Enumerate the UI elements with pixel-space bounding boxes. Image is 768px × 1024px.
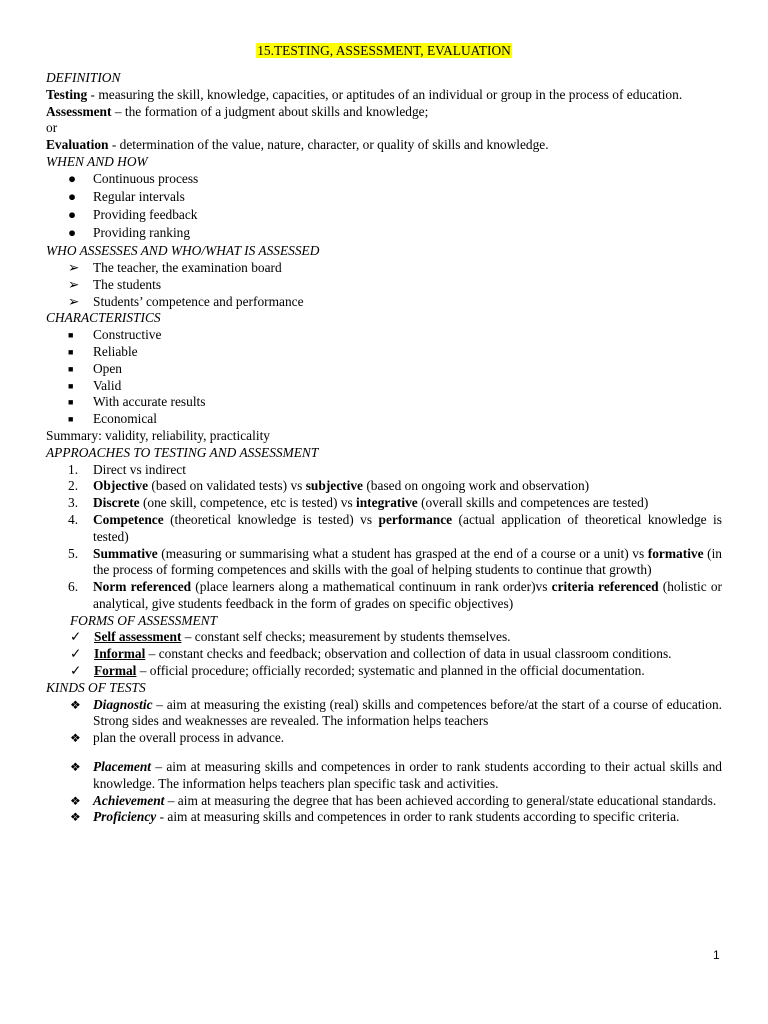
approaches-heading: APPROACHES TO TESTING AND ASSESSMENT xyxy=(46,444,319,460)
list-item: ■ Economical xyxy=(68,411,157,427)
characteristics-list xyxy=(46,327,722,428)
list-item: ❖ Diagnostic – aim at measuring the existing (real) skills and competences before/at the start of a course of education. Strong sides and weaknesses are revealed. The information helps teachers xyxy=(70,696,722,729)
evaluation-term: Evaluation xyxy=(46,137,109,153)
diamond-bullet-icon: ❖ xyxy=(70,731,81,746)
summary-text: Summary: validity, reliability, practicality xyxy=(46,427,270,443)
list-item: 5. Summative (measuring or summarising what a student has grasped at the end of a course or a unit) vs formative (in the process of forming competences and skills with the goal of helping students to continue that growth) xyxy=(68,545,722,578)
page-number: 1 xyxy=(713,948,720,962)
list-item: ■ Reliable xyxy=(68,343,138,359)
list-item: ✓ Informal – constant checks and feedback; observation and collection of data in usual classroom conditions. xyxy=(70,646,672,662)
list-item: 1. Direct vs indirect xyxy=(68,461,186,477)
square-bullet-icon: ■ xyxy=(68,380,74,391)
document-title xyxy=(46,43,722,60)
diamond-bullet-icon: ❖ xyxy=(70,697,81,712)
checkmark-icon: ✓ xyxy=(70,646,82,662)
arrow-icon: ➢ xyxy=(68,259,80,275)
when-heading: WHEN AND HOW xyxy=(46,153,148,169)
bullet-icon: ● xyxy=(68,188,77,204)
list-item: ● Providing feedback xyxy=(68,206,198,222)
or-text: or xyxy=(46,120,58,136)
list-item: ■ Valid xyxy=(68,377,122,393)
document-body xyxy=(46,70,722,826)
kinds-list xyxy=(46,697,722,827)
forms-heading: FORMS OF ASSESSMENT xyxy=(70,612,218,628)
checkmark-icon: ✓ xyxy=(70,629,82,645)
who-heading: WHO ASSESSES AND WHO/WHAT IS ASSESSED xyxy=(46,243,320,259)
list-item: ❖ Proficiency - aim at measuring skills and competences in order to rank students according to specific criteria. xyxy=(70,809,680,825)
list-item: ❖ Achievement – aim at measuring the degree that has been achieved according to general/state educational standards. xyxy=(70,792,717,808)
square-bullet-icon: ■ xyxy=(68,414,74,425)
list-item: ● Providing ranking xyxy=(68,225,191,241)
list-item: ■ Constructive xyxy=(68,327,162,343)
assessment-text: – the formation of a judgment about skills and knowledge; xyxy=(111,103,429,119)
evaluation-definition xyxy=(46,137,722,154)
square-bullet-icon: ■ xyxy=(68,363,74,374)
assessment-term: Assessment xyxy=(46,103,112,119)
square-bullet-icon: ■ xyxy=(68,397,74,408)
list-item: ❖ Placement – aim at measuring skills and competences in order to rank students according to their actual skills and knowledge. The information helps teachers plan specific task and activities. xyxy=(70,759,722,791)
list-item: 6. Norm referenced (place learners along a mathematical continuum in rank order)vs criteria referenced (holistic or analytical, give students feedback in the form of grades on specific objectives) xyxy=(68,579,722,611)
list-item: ➢ The teacher, the examination board xyxy=(68,259,282,275)
diamond-bullet-icon: ❖ xyxy=(70,810,81,825)
spacer xyxy=(46,747,722,759)
checkmark-icon: ✓ xyxy=(70,663,82,679)
list-item: ➢ Students’ competence and performance xyxy=(68,293,304,309)
forms-list xyxy=(46,629,722,679)
bullet-icon: ● xyxy=(68,206,77,222)
list-item: ● Regular intervals xyxy=(68,188,185,204)
characteristics-heading: CHARACTERISTICS xyxy=(46,310,161,326)
arrow-icon: ➢ xyxy=(68,276,80,292)
square-bullet-icon: ■ xyxy=(68,346,74,357)
list-item: ■ Open xyxy=(68,360,123,376)
who-list xyxy=(46,260,722,310)
list-item: ➢ The students xyxy=(68,276,162,292)
list-item: 3. Discrete (one skill, competence, etc is tested) vs integrative (overall skills and competences are tested) xyxy=(68,495,649,511)
bullet-icon: ● xyxy=(68,170,77,186)
bullet-icon: ● xyxy=(68,225,77,241)
list-item: ❖ plan the overall process in advance. xyxy=(70,730,285,746)
testing-term: Testing xyxy=(46,86,88,102)
list-item: ✓ Formal – official procedure; officially recorded; systematic and planned in the official documentation. xyxy=(70,663,645,679)
approaches-list xyxy=(46,462,722,613)
diamond-bullet-icon: ❖ xyxy=(70,760,81,775)
diamond-bullet-icon: ❖ xyxy=(70,793,81,808)
definition-heading: DEFINITION xyxy=(46,70,121,85)
list-item: ■ With accurate results xyxy=(68,394,206,410)
list-item: ● Continuous process xyxy=(68,170,199,186)
testing-text: - measuring the skill, knowledge, capacities, or aptitudes of an individual or group in the process of education. xyxy=(87,86,683,102)
arrow-icon: ➢ xyxy=(68,293,80,309)
list-item: 4. Competence (theoretical knowledge is tested) vs performance (actual application of theoretical knowledge is tested) xyxy=(68,511,722,544)
square-bullet-icon: ■ xyxy=(68,330,74,341)
assessment-definition xyxy=(46,104,722,121)
when-list xyxy=(46,171,722,242)
evaluation-text: - determination of the value, nature, character, or quality of skills and knowledge. xyxy=(108,137,549,153)
title-text: 15.TESTING, ASSESSMENT, EVALUATION xyxy=(257,43,511,58)
list-item: 2. Objective (based on validated tests) vs subjective (based on ongoing work and observation) xyxy=(68,478,590,494)
list-item: ✓ Self assessment – constant self checks; measurement by students themselves. xyxy=(70,629,511,645)
kinds-heading: KINDS OF TESTS xyxy=(46,679,146,695)
testing-definition xyxy=(46,87,722,104)
